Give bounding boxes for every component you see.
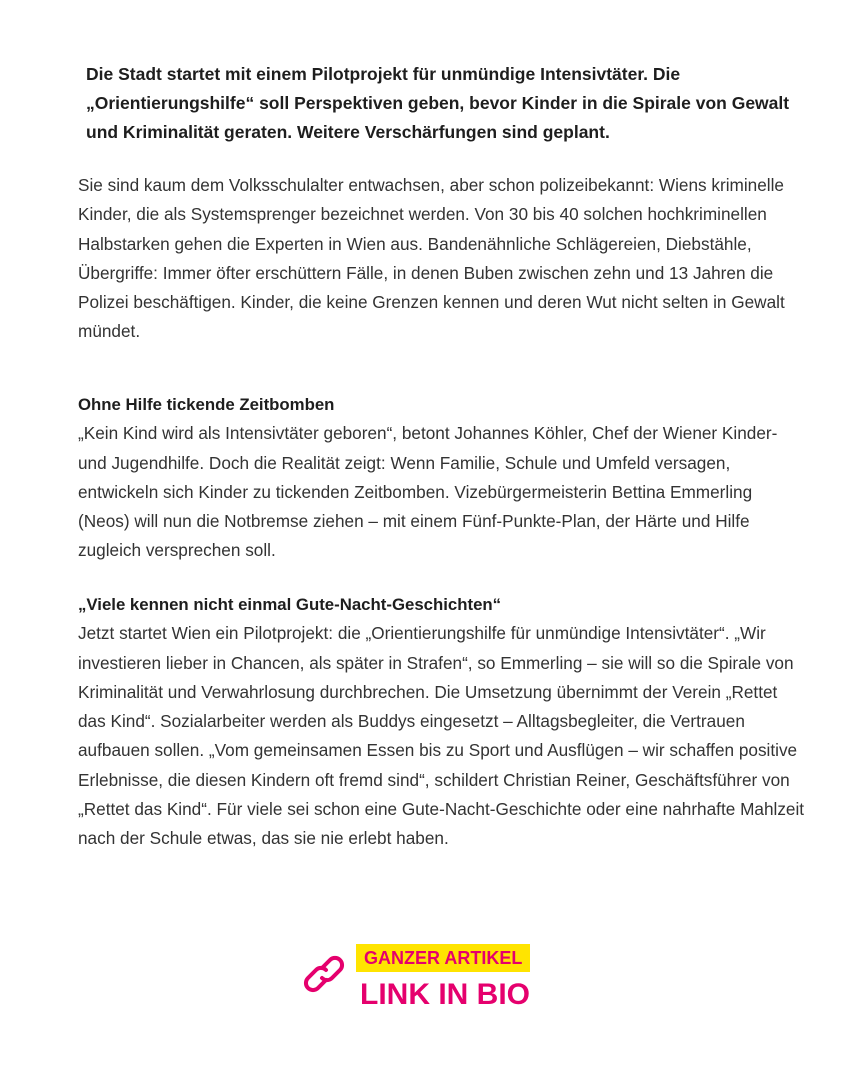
link-in-bio-callout[interactable] xyxy=(300,944,590,1024)
link-in-bio-text[interactable]: LINK IN BIO xyxy=(360,978,530,1011)
section-heading: „Viele kennen nicht einmal Gute-Nacht-Geschichten“ xyxy=(78,595,502,614)
article-lead: Die Stadt startet mit einem Pilotprojekt für unmündige Intensivtäter. Die „Orientierungshilfe“ soll Perspektiven geben, bevor Kinder in die Spirale von Gewalt und Kriminalität geraten. Weitere Verschärfungen sind geplant. xyxy=(86,64,790,142)
section-text: Jetzt startet Wien ein Pilotprojekt: die „Orientierungshilfe für unmündige Intensivtäter“. „Wir investieren lieber in Chancen, als später in Strafen“, so Emmerling – sie will so die Spirale von Kriminalität und Verwahrlosung durchbrechen. Die Umsetzung übernimmt der Verein „Rettet das Kind“. Sozialarbeiter werden als Buddys eingesetzt – Alltagsbegleiter, die Vertrauen aufbauen sollen. „Vom gemeinsamen Essen bis zu Sport und Ausflügen – wir schaffen positive Erlebnisse, die diesen Kindern oft fremd sind“, schildert Christian Reiner, Geschäftsführer von „Rettet das Kind“. Für viele sei schon eine Gute-Nacht-Geschichte oder eine nahrhafte Mahlzeit nach der Schule etwas, das sie nie erlebt haben. xyxy=(78,623,805,849)
section-text: „Kein Kind wird als Intensivtäter geboren“, betont Johannes Köhler, Chef der Wiener Kinder- und Jugendhilfe. Doch die Realität zeigt: Wenn Familie, Schule und Umfeld versagen, entwickeln sich Kinder zu tickenden Zeitbomben. Vizebürgermeisterin Bettina Emmerling (Neos) will nun die Notbremse ziehen – mit einem Fünf-Punkte-Plan, der Härte und Hilfe zugleich versprechen soll. xyxy=(78,423,778,561)
section-heading: Ohne Hilfe tickende Zeitbomben xyxy=(78,395,335,414)
article-section xyxy=(78,390,808,566)
article-section xyxy=(78,590,808,854)
full-article-badge: GANZER ARTIKEL xyxy=(356,944,530,972)
article-paragraph: Sie sind kaum dem Volksschulalter entwachsen, aber schon polizeibekannt: Wiens kriminelle Kinder, die als Systemsprenger bezeichnet werden. Von 30 bis 40 solchen hochkriminellen Halbstarken gehen die Experten in Wien aus. Bandenähnliche Schlägereien, Diebstähle, Übergriffe: Immer öfter erschüttern Fälle, in denen Buben zwischen zehn und 13 Jahren die Polizei beschäftigen. Kinder, die keine Grenzen kennen und deren Wut nicht selten in Gewalt mündet. xyxy=(78,175,785,342)
link-icon xyxy=(300,950,348,998)
